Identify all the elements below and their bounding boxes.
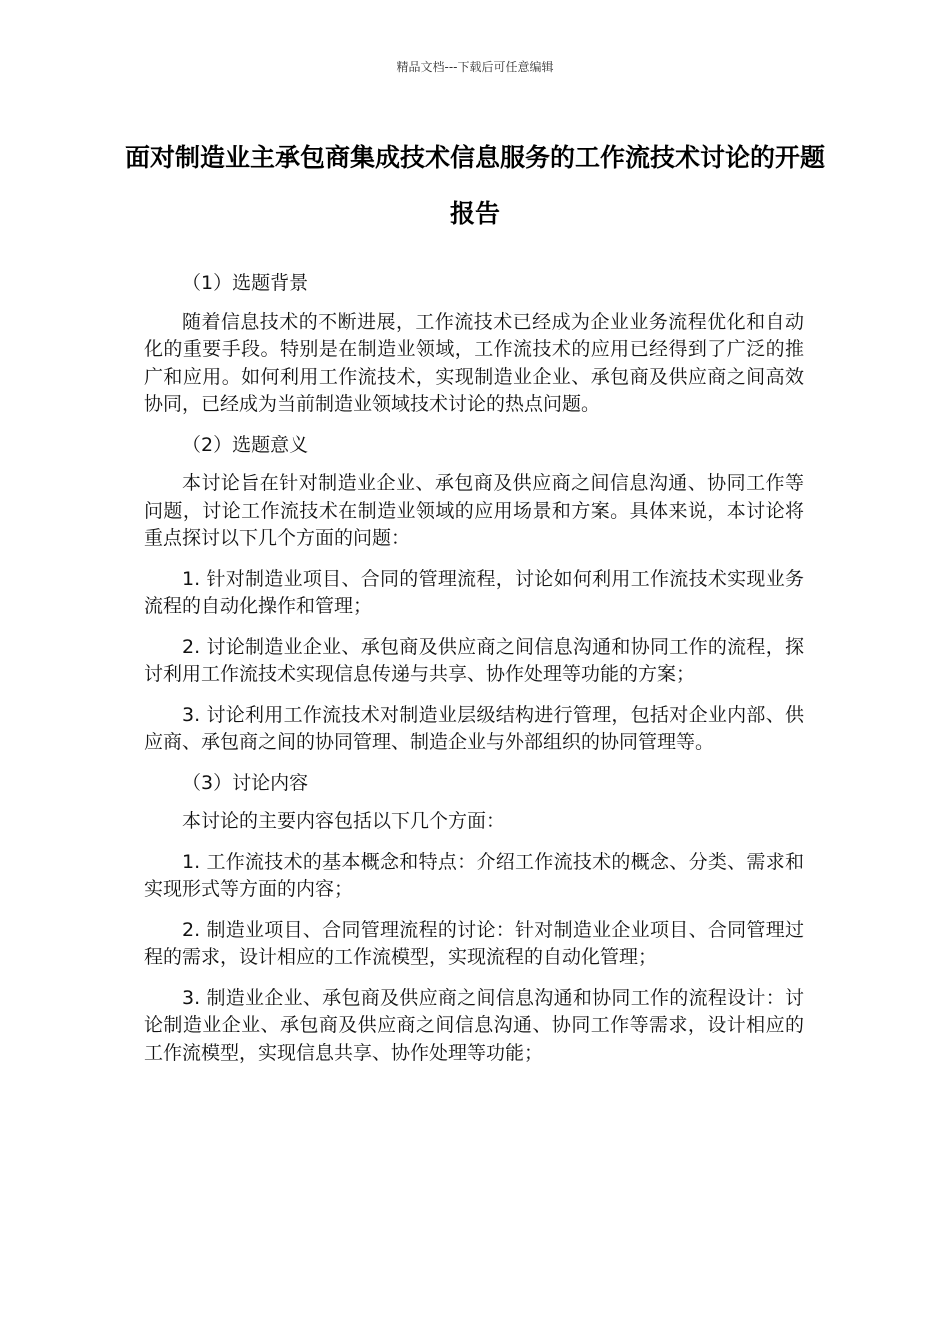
list-item-significance-2: 2. 讨论制造业企业、承包商及供应商之间信息沟通和协同工作的流程，探讨利用工作流技术实现信息传递与共享、协作处理等功能的方案； — [144, 635, 804, 685]
section-heading-background: （1）选题背景 — [182, 272, 309, 294]
list-item-content-2: 2. 制造业项目、合同管理流程的讨论：针对制造业企业项目、合同管理过程的需求，设计相应的工作流模型，实现流程的自动化管理； — [144, 918, 804, 968]
header-note: 精品文档---下载后可任意编辑 — [396, 60, 554, 74]
paragraph-content-intro: 本讨论的主要内容包括以下几个方面： — [182, 810, 506, 832]
section-heading-content: （3）讨论内容 — [182, 771, 309, 794]
paragraph-significance: 本讨论旨在针对制造业企业、承包商及供应商之间信息沟通、协同工作等问题，讨论工作流技术在制造业领域的应用场景和方案。具体来说，本讨论将重点探讨以下几个方面的问题： — [144, 472, 804, 549]
document-title: 面对制造业主承包商集成技术信息服务的工作流技术讨论的开题报告 — [124, 143, 825, 228]
document-body — [144, 270, 804, 1080]
paragraph-background: 随着信息技术的不断进展，工作流技术已经成为企业业务流程优化和自动化的重要手段。特别是在制造业领域，工作流技术的应用已经得到了广泛的推广和应用。如何利用工作流技术，实现制造业企业、承包商及供应商之间高效协同，已经成为当前制造业领域技术讨论的热点问题。 — [144, 310, 804, 415]
section-heading-significance: （2）选题意义 — [182, 433, 309, 456]
list-item-content-1: 1. 工作流技术的基本概念和特点：介绍工作流技术的概念、分类、需求和实现形式等方面的内容； — [144, 850, 804, 900]
list-item-significance-3: 3. 讨论利用工作流技术对制造业层级结构进行管理，包括对企业内部、供应商、承包商之间的协同管理、制造企业与外部组织的协同管理等。 — [144, 703, 804, 753]
list-item-content-3: 3. 制造业企业、承包商及供应商之间信息沟通和协同工作的流程设计：讨论制造业企业、承包商及供应商之间信息沟通、协同工作等需求，设计相应的工作流模型，实现信息共享、协作处理等功能； — [144, 986, 804, 1064]
list-item-significance-1: 1. 针对制造业项目、合同的管理流程，讨论如何利用工作流技术实现业务流程的自动化操作和管理； — [144, 567, 804, 617]
